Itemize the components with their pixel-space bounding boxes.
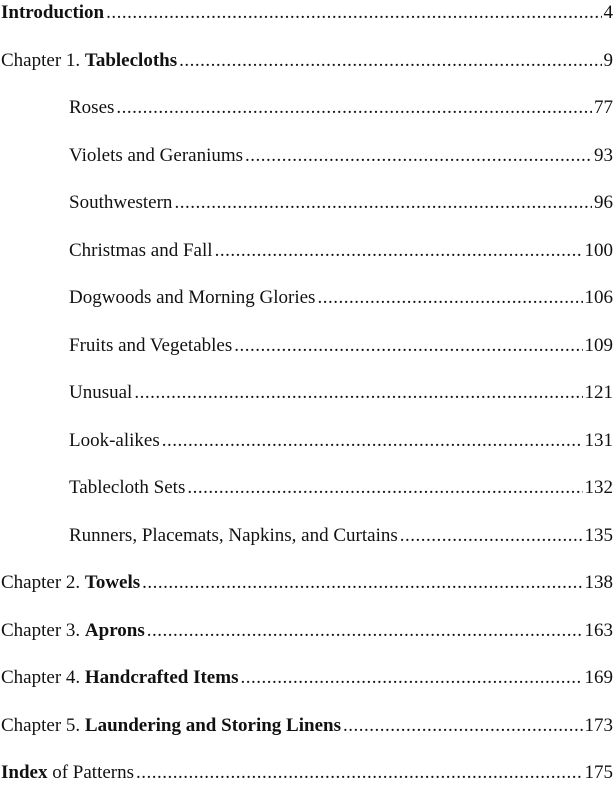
toc-entry-page-number: 132	[584, 477, 613, 498]
toc-entry-title	[69, 143, 243, 169]
toc-entry-page-number: 163	[584, 619, 613, 641]
toc-entry-page-number: 96	[594, 192, 613, 213]
toc-entry-title	[69, 333, 232, 359]
toc-entry-title	[69, 475, 185, 501]
toc-entry-prefix: Chapter 1.	[1, 49, 85, 71]
toc-entry-bold-title: Towels	[84, 572, 141, 593]
dot-leader	[142, 570, 582, 596]
toc-entry-page-number: 169	[584, 667, 613, 688]
toc-entry-prefix: Southwestern	[69, 192, 173, 213]
toc-entry-suffix: of Patterns	[47, 762, 135, 783]
toc-entry-prefix: Chapter 4.	[1, 667, 85, 688]
toc-entry-prefix: Unusual	[69, 382, 133, 403]
toc-entry[interactable]	[69, 380, 613, 406]
toc-entry-title	[69, 523, 398, 549]
toc-entry-page-number: 135	[584, 524, 613, 546]
toc-entry-prefix: Violets and Geraniums	[69, 144, 244, 166]
toc-entry-title	[1, 570, 140, 596]
dot-leader	[136, 760, 582, 786]
toc-entry[interactable]	[69, 333, 613, 359]
toc-entry-title	[1, 618, 145, 644]
toc-entry[interactable]	[69, 238, 613, 264]
toc-entry-page-number: 109	[584, 334, 613, 356]
toc-entry-prefix: Chapter 2.	[1, 572, 85, 593]
toc-entry-title	[69, 380, 132, 406]
toc-entry-title	[69, 238, 213, 264]
dot-leader	[179, 48, 601, 74]
toc-entry-prefix: Christmas and Fall	[69, 239, 213, 261]
dot-leader	[162, 428, 583, 454]
dot-leader	[147, 618, 583, 644]
toc-entry[interactable]	[69, 95, 613, 121]
toc-entry-page-number: 4	[603, 2, 613, 23]
toc-entry-title	[1, 760, 134, 786]
toc-entry-bold-title: Handcrafted Items	[84, 667, 239, 688]
dot-leader	[234, 333, 582, 359]
toc-entry[interactable]	[69, 428, 613, 454]
toc-entry-prefix: Roses	[69, 97, 115, 118]
toc-entry-title	[1, 713, 341, 739]
toc-entry-page-number: 100	[584, 239, 613, 261]
toc-entry-prefix: Chapter 5.	[1, 714, 85, 736]
dot-leader	[116, 95, 592, 121]
dot-leader	[245, 143, 592, 169]
dot-leader	[174, 190, 592, 216]
dot-leader	[400, 523, 583, 549]
toc-entry-prefix: Chapter 3.	[1, 619, 85, 641]
toc-entry-page-number: 77	[594, 97, 613, 118]
toc-entry-prefix: Look-alikes	[69, 429, 160, 451]
toc-entry-bold-title: Tablecloths	[84, 49, 178, 71]
toc-entry-page-number: 9	[603, 49, 613, 71]
toc-entry-title	[1, 48, 177, 74]
toc-entry-bold-title: Aprons	[84, 619, 145, 641]
toc-entry[interactable]	[1, 760, 613, 786]
toc-entry[interactable]	[69, 190, 613, 216]
dot-leader	[215, 238, 583, 264]
dot-leader	[187, 475, 582, 501]
toc-entry-page-number: 121	[584, 382, 613, 403]
toc-entry[interactable]	[1, 48, 613, 74]
toc-entry[interactable]	[1, 618, 613, 644]
toc-entry-bold-title: Introduction	[1, 2, 105, 23]
toc-entry-title	[69, 190, 172, 216]
toc-entry[interactable]	[69, 523, 613, 549]
toc-entry-title	[69, 285, 315, 311]
toc-entry-page-number: 131	[584, 429, 613, 451]
dot-leader	[343, 713, 583, 739]
toc-entry-prefix: Dogwoods and Morning Glories	[69, 287, 316, 308]
toc-entry-title	[69, 428, 160, 454]
toc-entry[interactable]	[1, 0, 613, 26]
toc-entry-page-number: 93	[594, 144, 613, 166]
dot-leader	[106, 0, 601, 26]
toc-entry-prefix: Tablecloth Sets	[69, 477, 186, 498]
dot-leader	[317, 285, 582, 311]
toc-entry-title	[1, 0, 104, 26]
toc-entry-page-number: 175	[584, 762, 613, 783]
toc-entry[interactable]	[69, 285, 613, 311]
toc-entry-prefix: Runners, Placemats, Napkins, and Curtains	[69, 524, 398, 546]
toc-entry[interactable]	[1, 665, 613, 691]
dot-leader	[134, 380, 582, 406]
toc-entry-title	[1, 665, 238, 691]
toc-entry[interactable]	[1, 713, 613, 739]
toc-entry[interactable]	[69, 475, 613, 501]
toc-entry-page-number: 138	[584, 572, 613, 593]
toc-entry-bold-title: Index	[1, 762, 48, 783]
toc-entry-prefix: Fruits and Vegetables	[69, 334, 233, 356]
toc-entry-page-number: 173	[584, 714, 613, 736]
dot-leader	[240, 665, 582, 691]
toc-entry[interactable]	[69, 143, 613, 169]
toc-entry[interactable]	[1, 570, 613, 596]
toc-entry-bold-title: Laundering and Storing Linens	[84, 714, 341, 736]
toc-entry-page-number: 106	[584, 287, 613, 308]
toc-entry-title	[69, 95, 114, 121]
